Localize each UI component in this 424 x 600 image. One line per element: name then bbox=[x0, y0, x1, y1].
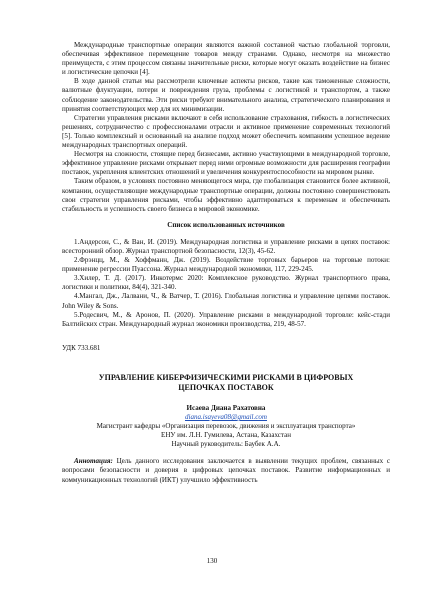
abstract-text: Цель данного исследования заключается в выявлении текущих проблем, связанных с вопросами безопасности и доверия в цифровых цепочках поставок. Развитие информационных и коммуникационных технологий (ИКТ) улучшило эффективность bbox=[62, 457, 390, 484]
body-paragraph-3: Стратегии управления рисками включают в себя использование страхования, гибкость в логистических решениях, сотрудничество с профессионалами отрасли и активное применение современных технологий [5]. Только комплексный и основанный на анализе подход может обеспечить компаниям успешное ведение международных транспортных операций. bbox=[62, 113, 390, 150]
body-paragraph-5: Таким образом, в условиях постоянно меняющегося мира, где глобализация становится более активной, компании, осуществляющие международные транспортные операции, должны постоянно совершенствовать свои стратегии управления рисками, чтобы эффективно адаптироваться к переменам и обеспечивать стабильность и успешность своего бизнеса в мировой экономике. bbox=[62, 177, 390, 213]
author-email-link[interactable]: diana.isayeva08@gmail.com bbox=[184, 413, 268, 421]
affiliation-university: ЕНУ им. Л.Н. Гумилева, Астана, Казахстан bbox=[161, 431, 291, 440]
page-content bbox=[62, 41, 390, 485]
supervisor: Научный руководитель: Баубек А.А. bbox=[171, 440, 281, 449]
reference-item: 2.Фрэнцц, М., & Хоффманн, Дж. (2019). Воздействие торговых барьеров на торговые потоки: применение регрессии Пуассона. Журнал международной экономики, 117, 229-245. bbox=[62, 256, 390, 274]
body-paragraph-1: Международные транспортные операции являются важной составной частью глобальной торговли, обеспечивая эффективное перемещение товаров между странами. Однако, несмотря на множество преимуществ, с этим процессом связаны значительные риски, которые могут оказать воздействие на бизнес и логистические цепочки [4]. bbox=[62, 41, 390, 77]
article-title-line-1: УПРАВЛЕНИЕ КИБЕРФИЗИЧЕСКИМИ РИСКАМИ В ЦИФРОВЫХ bbox=[98, 372, 354, 382]
reference-item: 3.Хилер, Т. Д. (2017). Инкотермс 2020: Комплексное руководство. Журнал транспортного права, логистики и политики, 84(4), 321-340. bbox=[62, 274, 390, 292]
article-title-line-2: ЦЕПОЧКАХ ПОСТАВОК bbox=[178, 382, 274, 392]
udk-code: УДК 733.681 bbox=[62, 343, 101, 352]
abstract bbox=[62, 457, 390, 484]
page-number: 130 bbox=[206, 557, 218, 565]
reference-item: 4.Мангал, Дж., Лалвани, Ч., & Ватчер, Т. (2016). Глобальная логистика и управление цепями поставок. John Wiley & Sons. bbox=[62, 292, 390, 310]
abstract-label: Аннотация: bbox=[74, 457, 113, 466]
affiliation-department: Магистрант кафедры «Организация перевозок, движения и эксплуатация транспорта» bbox=[96, 422, 356, 431]
author-name: Исаева Диана Рахатовна bbox=[186, 403, 266, 412]
reference-item: 5.Родесвич, М., & Аронов, П. (2020). Управление рисками в международной торговле: кейс-стади Балтийских стран. Международный журнал экономики производства, 219, 48-57. bbox=[62, 310, 390, 328]
article-title bbox=[62, 373, 390, 393]
references-heading: Список использованных источников bbox=[167, 220, 285, 229]
reference-item: 1.Андерсон, С., & Ван, И. (2019). Международная логистика и управление рисками в цепях поставок: всесторонний обзор. Журнал транспортной безопасности, 12(3), 45-62. bbox=[62, 237, 390, 255]
body-paragraph-2: В ходе данной статьи мы рассмотрели ключевые аспекты рисков, такие как таможенные сложности, валютные флуктуации, потери и повреждения груза, проблемы с логистикой и транспортом, а также соблюдение законодательства. Эти риски требуют внимательного анализа, стратегического планирования и принятия соответствующих мер для их минимизации. bbox=[62, 77, 390, 113]
body-paragraph-4: Несмотря на сложности, стоящие перед бизнесами, активно участвующими в международной торговле, эффективное управление рисками открывает перед ними огромные возможности для расширения географии поставок, укрепления клиентских отношений и увеличения конкурентоспособности на мировом рынке. bbox=[62, 150, 390, 177]
